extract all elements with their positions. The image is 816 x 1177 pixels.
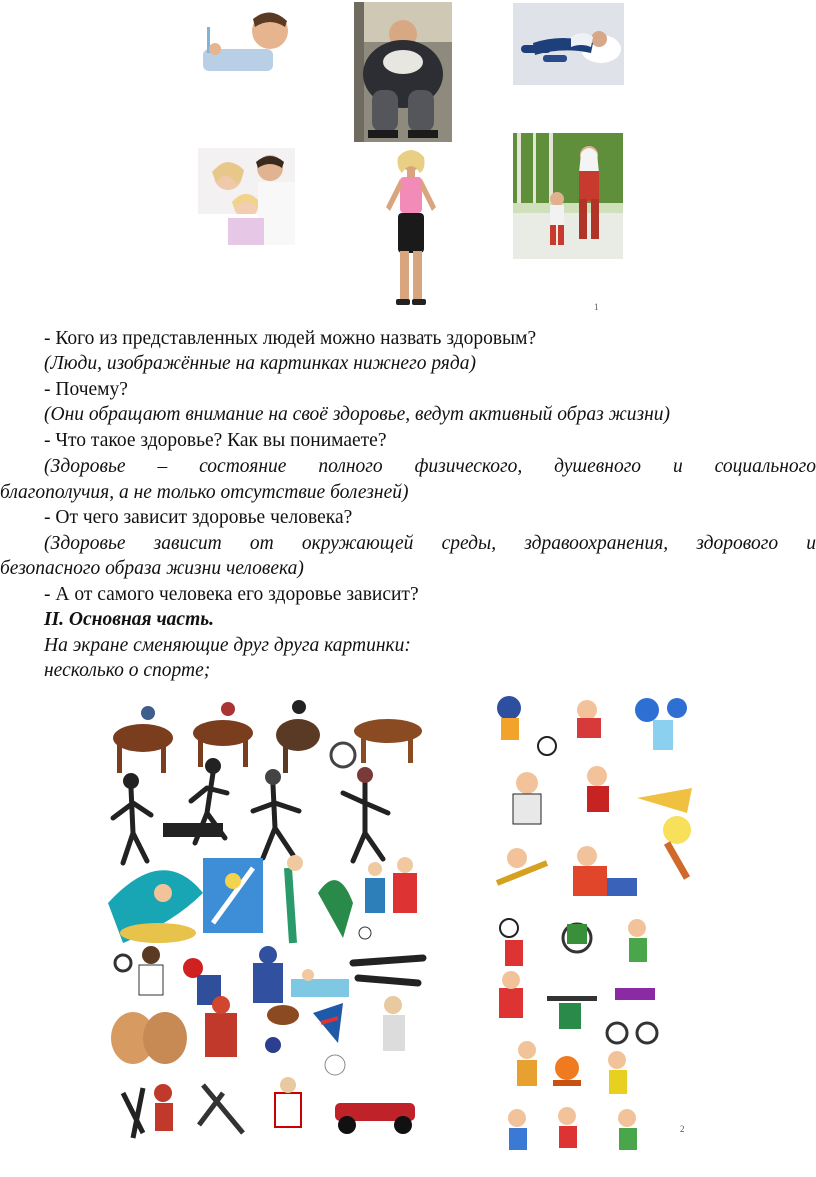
fit-woman-illustration (378, 145, 444, 317)
question-what-is-health: - Что такое здоровье? Как вы понимаете? (44, 430, 387, 451)
photo-fit-woman (378, 145, 444, 317)
answer-health-definition-line2: благополучия, а не только отсутствие болезней) (0, 482, 409, 503)
man-lying-illustration (513, 3, 624, 85)
elderly-runner-illustration (513, 133, 623, 259)
boy-brushing-teeth-illustration (195, 5, 291, 71)
obese-man-illustration (354, 2, 452, 142)
photo-obese-man (354, 2, 452, 142)
sports-collage-right (487, 688, 705, 1154)
photo-family-brushing (198, 148, 295, 245)
sports-silhouettes-illustration (103, 693, 443, 1151)
answer-health-definition-line1: (Здоровье – состояние полного физического, душевного и социального (44, 456, 816, 477)
answer-depends-line2: безопасного образа жизни человека) (0, 558, 304, 579)
answer-depends-line1: (Здоровье зависит от окружающей среды, здравоохранения, здорового и (44, 533, 816, 554)
answer-healthy: (Люди, изображённые на картинках нижнего ряда) (44, 353, 476, 374)
photo-elderly-runner (513, 133, 623, 259)
family-brushing-illustration (198, 148, 295, 245)
cartoon-sports-illustration (487, 688, 705, 1154)
section-heading: II. Основная часть. (44, 609, 215, 630)
page-marker-second: 2 (680, 1124, 685, 1134)
sport-note: несколько о спорте; (44, 660, 211, 681)
photo-man-lying (513, 3, 624, 85)
question-depends: - От чего зависит здоровье человека? (44, 507, 353, 528)
question-why: - Почему? (44, 379, 128, 400)
photo-boy-brushing-teeth (195, 5, 291, 71)
answer-why: (Они обращают внимание на своё здоровье, ведут активный образ жизни) (44, 404, 670, 425)
sports-collage-left (103, 693, 443, 1151)
question-healthy: - Кого из представленных людей можно назвать здоровым? (44, 328, 537, 349)
page-marker-first: 1 (594, 302, 599, 312)
question-self: - А от самого человека его здоровье зависит? (44, 584, 419, 605)
screen-note: На экране сменяющие друг друга картинки: (44, 635, 411, 656)
